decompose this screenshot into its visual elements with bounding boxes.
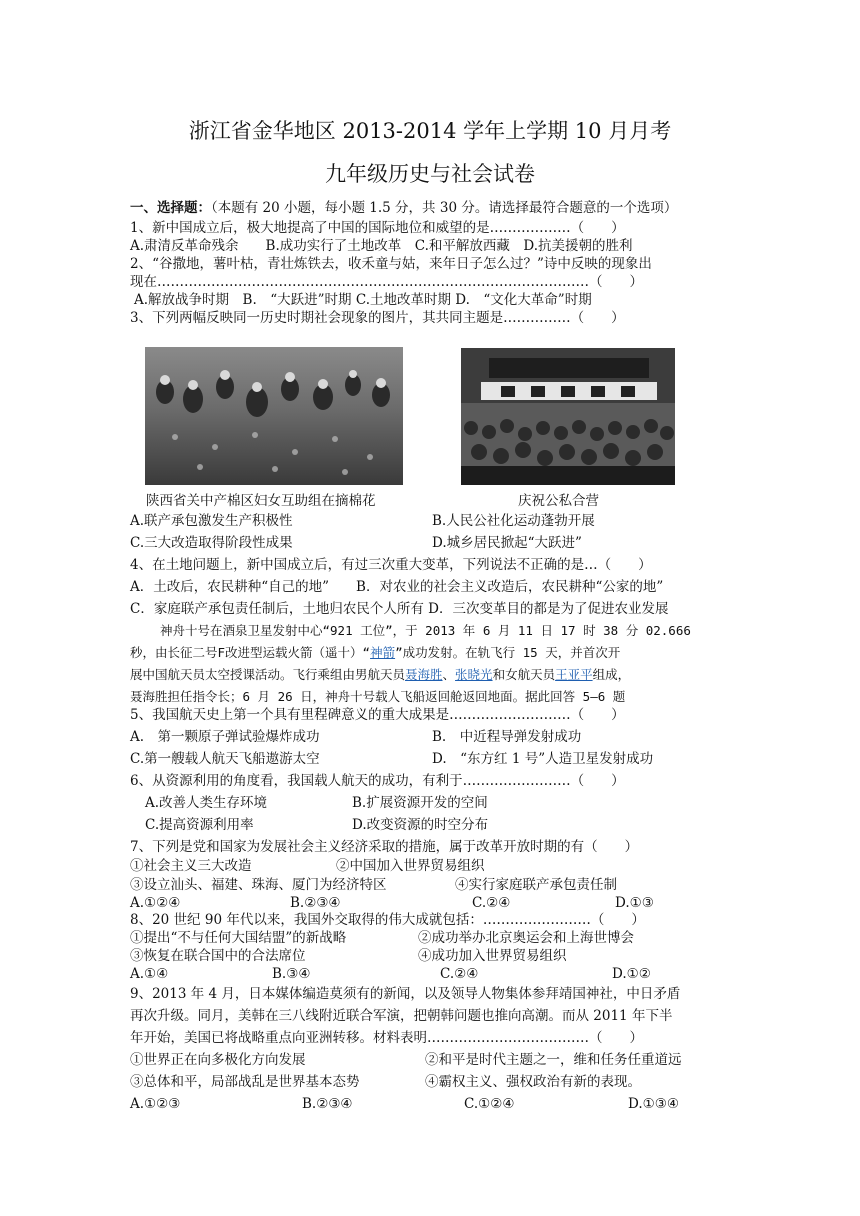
q8-option-a: A.①④ (130, 966, 169, 982)
cotton-picking-image (145, 347, 403, 485)
q7-option-d: D.①③ (615, 895, 654, 911)
q9-option-a: A.①②③ (130, 1096, 181, 1112)
q9-item-4: ④霸权主义、强权政治有新的表现。 (425, 1074, 641, 1090)
q8-item-4: ④成功加入世界贸易组织 (418, 948, 567, 964)
passage-line-1: 神舟十号在酒泉卫星发射中心“921 工位”，于 2013 年 6 月 11 日 17 时 38 分 02.666 (160, 623, 691, 638)
zhang-xiaoguang-link[interactable]: 张晓光 (455, 667, 493, 682)
q6-option-b: B.扩展资源开发的空间 (352, 795, 488, 811)
q9-item-2: ②和平是时代主题之一，维和任务任重道远 (425, 1052, 682, 1068)
q7-item-4: ④实行家庭联产承包责任制 (455, 877, 617, 893)
q5-option-d: D. “东方红 1 号”人造卫星发射成功 (432, 751, 654, 767)
q7-item-3: ③设立汕头、福建、珠海、厦门为经济特区 (130, 877, 387, 893)
passage-line-2 (130, 643, 620, 663)
q1-stem: 1、新中国成立后，极大地提高了中国的国际地位和威望的是………………（ ） (130, 220, 625, 236)
q7-option-a: A.①②④ (130, 895, 181, 911)
nie-haisheng-link[interactable]: 聂海胜 (405, 667, 443, 682)
passage-line-3 (130, 665, 630, 685)
shenjian-link[interactable]: 神箭 (370, 645, 396, 660)
q7-option-c: C.②④ (472, 895, 511, 911)
passage-text: 和女航天员 (492, 667, 556, 682)
q8-option-c: C.②④ (440, 966, 479, 982)
q8-option-d: D.①② (612, 966, 651, 982)
q7-item-1: ①社会主义三大改造 (130, 858, 252, 874)
q9-stem-1: 9、2013 年 4 月，日本媒体编造莫须有的新闻，以及领导人物集体参拜靖国神社，中日矛盾 (130, 986, 681, 1002)
q8-item-2: ②成功举办北京奥运会和上海世博会 (418, 930, 634, 946)
q5-stem: 5、我国航天史上第一个具有里程碑意义的重大成果是………………………（ ） (130, 707, 625, 723)
q9-stem-3: 年开始，美国已将战略重点向亚洲转移。材料表明………………………………（ ） (130, 1030, 643, 1046)
q4-options-ab: A．土改后，农民耕种“自己的地” B．对农业的社会主义改造后，农民耕种“公家的地” (130, 579, 664, 595)
q8-option-b: B.③④ (272, 966, 311, 982)
q9-item-1: ①世界正在向多极化方向发展 (130, 1052, 306, 1068)
cotton-picking-photo (145, 347, 403, 485)
q6-option-c: C.提高资源利用率 (145, 817, 254, 833)
q9-option-b: B.②③④ (302, 1096, 353, 1112)
q9-stem-2: 再次升级。同月，美韩在三八线附近联合军演，把朝韩问题也推向高潮。而从 2011 年下半 (130, 1008, 673, 1024)
passage-line-4: 聂海胜担任指令长；6 月 26 日，神舟十号载人飞船返回舱返回地面。据此回答 5—6 题 (130, 689, 626, 704)
q3-option-a: A.联产承包激发生产积极性 (130, 513, 293, 529)
q4-options-cd: C．家庭联产承包责任制后，土地归农民个人所有 D．三次变革目的都是为了促进农业发展 (130, 601, 669, 617)
q8-item-3: ③恢复在联合国中的合法席位 (130, 948, 306, 964)
passage-text: 秒，由长征二号F改进型运载火箭（遥十）“ (130, 645, 371, 660)
q3-option-c: C.三大改造取得阶段性成果 (130, 535, 293, 551)
q6-option-a: A.改善人类生存环境 (145, 795, 268, 811)
q3-option-d: D.城乡居民掀起“大跃进” (432, 535, 582, 551)
passage-text: ”成功发射。在轨飞行 15 天，并首次开 (395, 645, 621, 660)
q4-stem: 4、在土地问题上，新中国成立后，有过三次重大变革，下列说法不正确的是…（ ） (130, 557, 652, 573)
q7-option-b: B.②③④ (290, 895, 341, 911)
q9-option-c: C.①②④ (464, 1096, 515, 1112)
exam-subtitle: 九年级历史与社会试卷 (325, 162, 535, 186)
passage-text: 、 (442, 667, 456, 682)
q3-option-b: B.人民公社化运动蓬勃开展 (432, 513, 595, 529)
passage-text: 展中国航天员太空授课活动。飞行乘组由男航天员 (130, 667, 406, 682)
q6-stem: 6、从资源利用的角度看，我国载人航天的成功，有利于……………………（ ） (130, 773, 625, 789)
q7-stem: 7、下列是党和国家为发展社会主义经济采取的措施，属于改革开放时期的有（ ） (130, 839, 639, 855)
section-heading (130, 198, 677, 218)
q1-options: A.肃清反革命残余 B.成功实行了土地改革 C.和平解放西藏 D.抗美援朝的胜利 (130, 238, 633, 254)
q5-option-b: B. 中近程导弹发射成功 (432, 729, 582, 745)
section-desc: （本题有 20 小题，每小题 1.5 分，共 30 分。请选择最符合题意的一个选项） (211, 200, 678, 216)
q9-option-d: D.①③④ (628, 1096, 679, 1112)
wang-yaping-link[interactable]: 王亚平 (555, 667, 593, 682)
q5-option-a: A. 第一颗原子弹试验爆炸成功 (130, 729, 320, 745)
exam-title: 浙江省金华地区 2013-2014 学年上学期 10 月月考 (188, 119, 672, 143)
caption-celebration: 庆祝公私合营 (518, 493, 599, 509)
q8-stem: 8、20 世纪 90 年代以来，我国外交取得的伟大成就包括：……………………（ ） (130, 912, 645, 928)
q8-item-1: ①提出“不与任何大国结盟”的新战略 (130, 930, 347, 946)
q5-option-c: C.第一艘载人航天飞船遨游太空 (130, 751, 320, 767)
q2-stem-2: 现在……………………………………………………………………………………（ ） (130, 274, 643, 290)
section-label: 一、选择题： (130, 200, 211, 216)
celebration-image (461, 348, 675, 485)
q9-item-3: ③总体和平，局部战乱是世界基本态势 (130, 1074, 360, 1090)
q2-options: A.解放战争时期 B. “大跃进”时期 C.土地改革时期 D. “文化大革命”时期 (134, 292, 592, 308)
q7-item-2: ②中国加入世界贸易组织 (336, 858, 485, 874)
q3-stem: 3、下列两幅反映同一历史时期社会现象的图片，其共同主题是……………（ ） (130, 310, 625, 326)
celebration-photo (461, 348, 675, 485)
q6-option-d: D.改变资源的时空分布 (352, 817, 489, 833)
passage-text: 组成， (592, 667, 631, 682)
q2-stem-1: 2、“谷撒地，薯叶枯，青壮炼铁去，收禾童与姑，来年日子怎么过？”诗中反映的现象出 (130, 256, 652, 272)
caption-cotton-picking: 陕西省关中产棉区妇女互助组在摘棉花 (146, 493, 376, 509)
